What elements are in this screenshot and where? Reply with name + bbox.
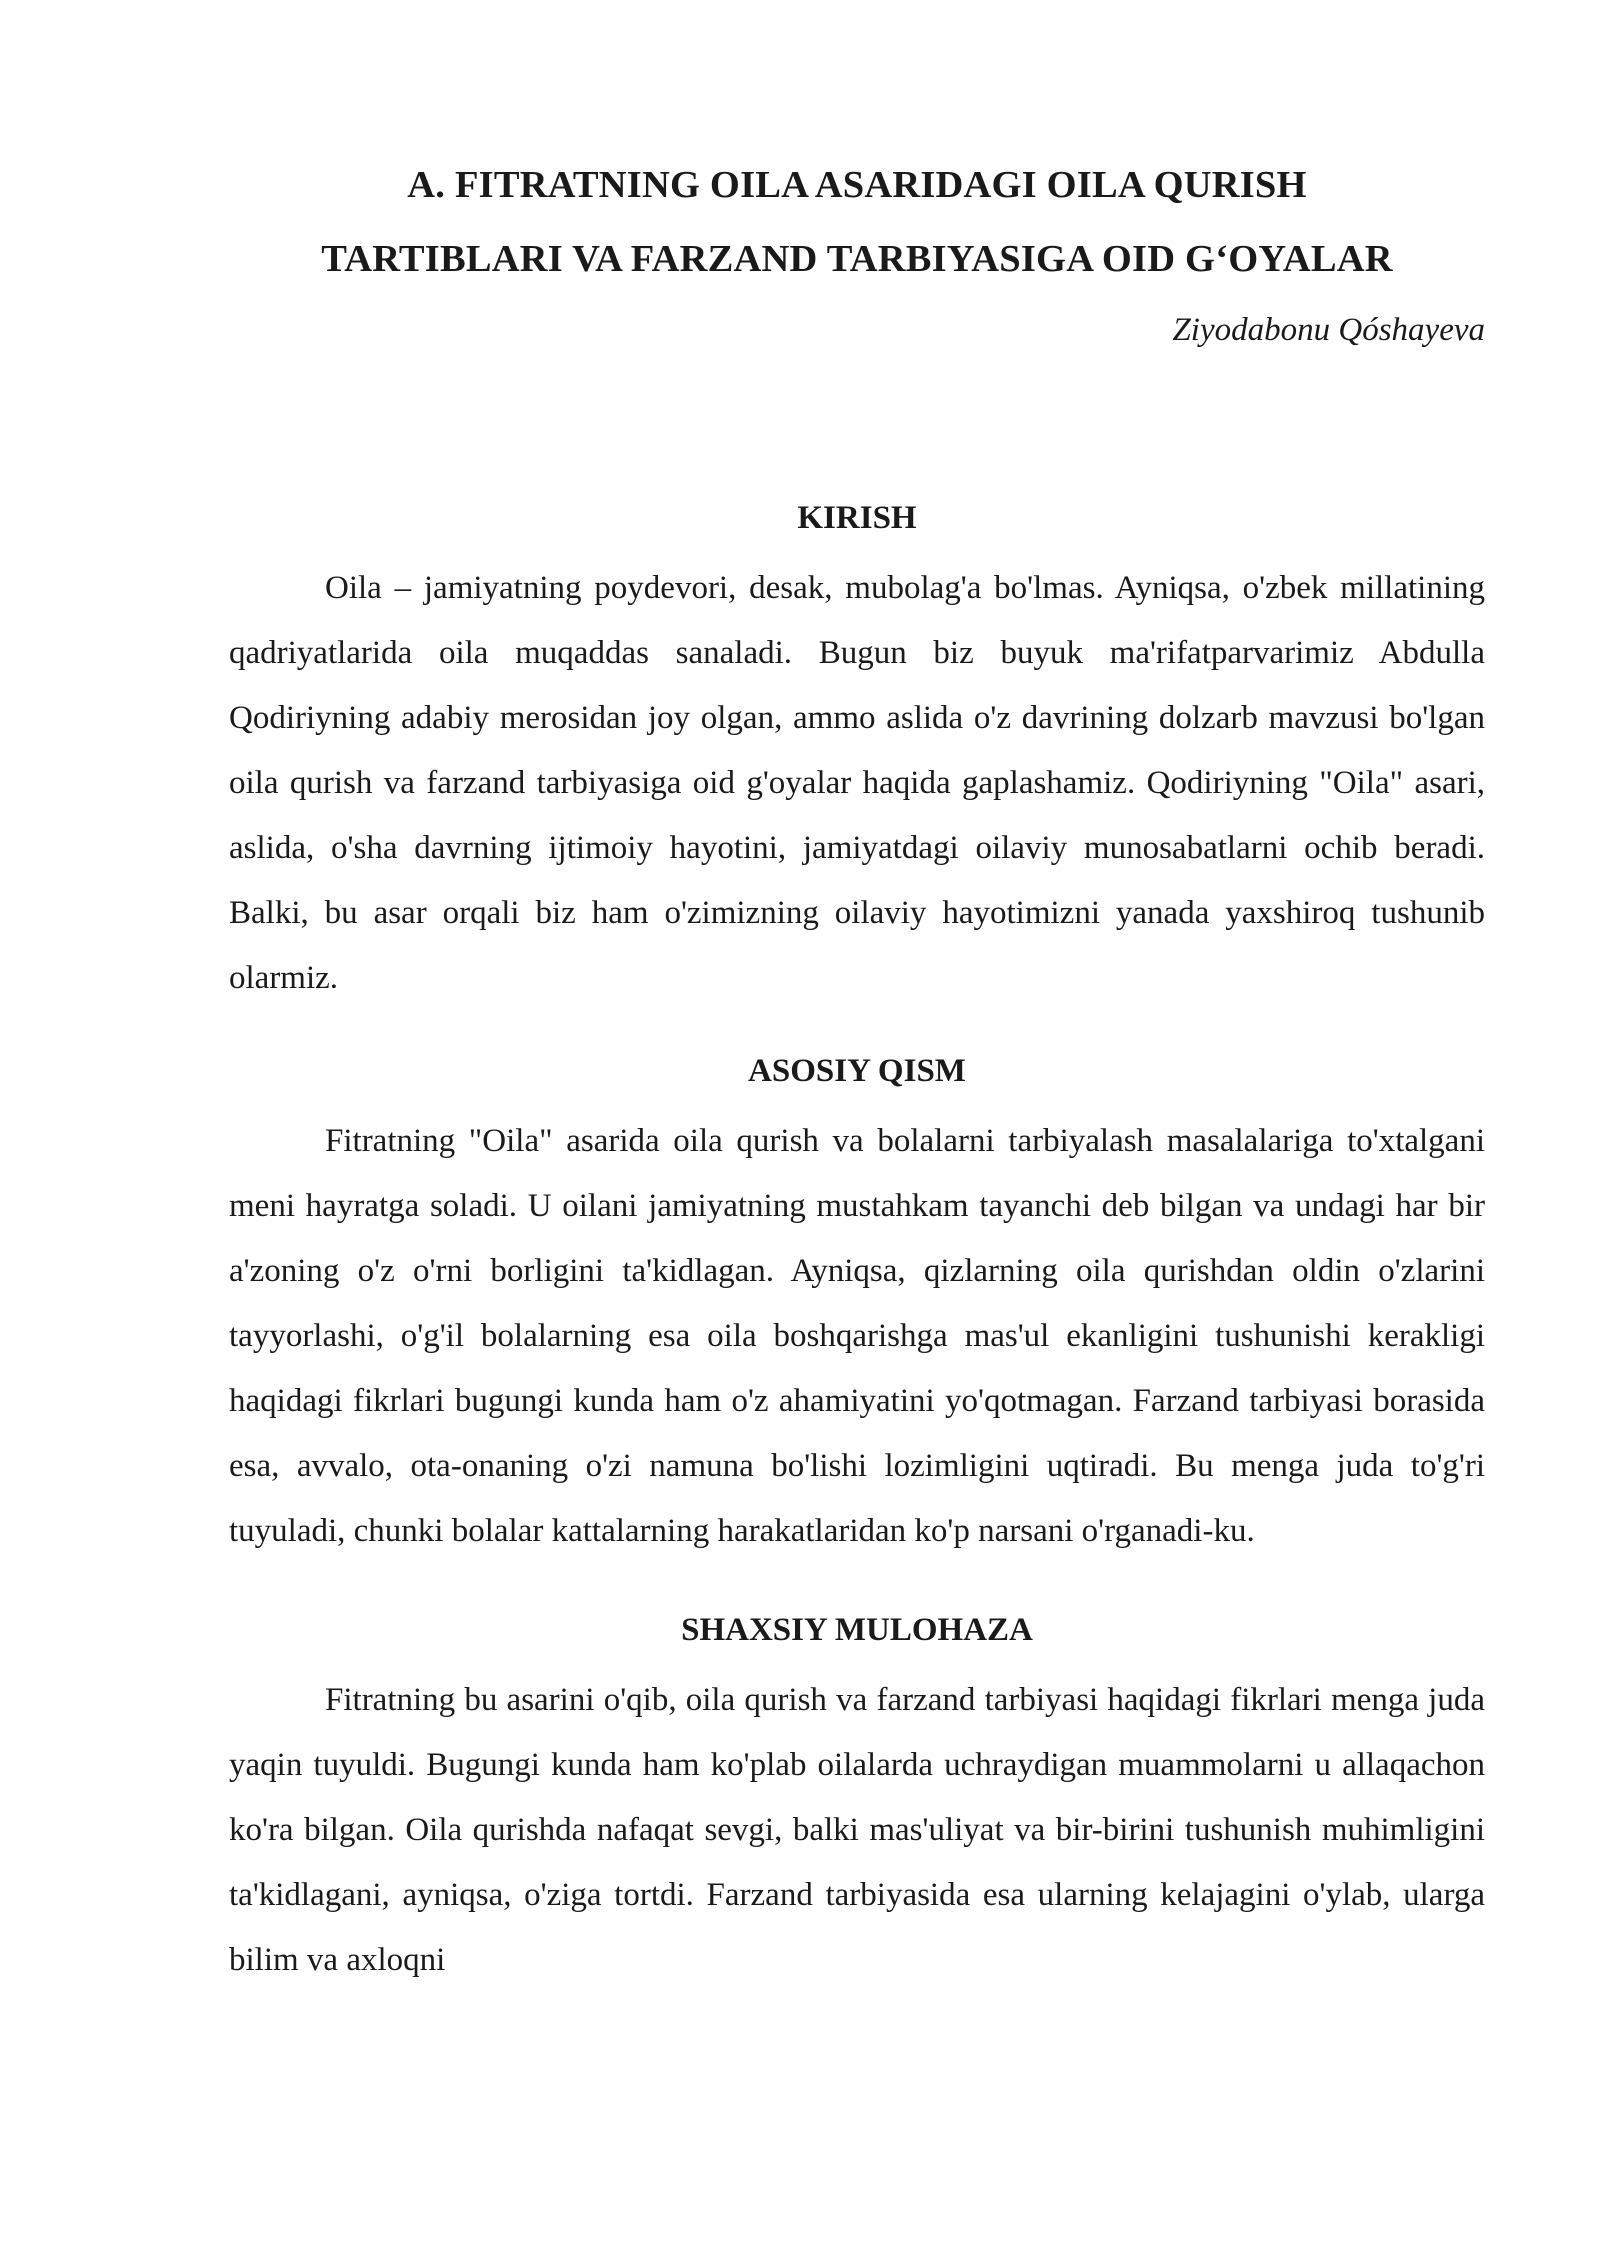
title-line-1: A. FITRATNING OILA ASARIDAGI OILA QURISH — [407, 164, 1307, 206]
section-paragraph-kirish: Oila – jamiyatning poydevori, desak, mubolag'a bo'lmas. Ayniqsa, o'zbek millatining qadriyatlarida oila muqaddas sanaladi. Bugun biz buyuk ma'rifatparvarimiz Abdulla Qodiriyning adabiy merosidan joy olgan, ammo aslida o'z davrining dolzarb mavzusi bo'lgan oila qurish va farzand tarbiyasiga oid g'oyalar haqida gaplashamiz. Qodiriyning "Oila" asari, aslida, o'sha davrning ijtimoiy hayotini, jamiyatdagi oilaviy munosabatlarni ochib beradi. Balki, bu asar orqali biz ham o'zimizning oilaviy hayotimizni yanada yaxshiroq tushunib olarmiz. — [229, 570, 1485, 996]
document-content — [229, 148, 1485, 1993]
title-line-2: TARTIBLARI VA FARZAND TARBIYASIGA OID G‘OYALAR — [321, 238, 1393, 280]
section-paragraph-shaxsiy-mulohaza: Fitratning bu asarini o'qib, oila qurish va farzand tarbiyasi haqidagi fikrlari menga juda yaqin tuyuldi. Bugungi kunda ham ko'plab oilalarda uchraydigan muammolarni u allaqachon ko'ra bilgan. Oila qurishda nafaqat sevgi, balki mas'uliyat va bir-birini tushunish muhimligini ta'kidlagani, ayniqsa, o'ziga tortdi. Farzand tarbiyasida esa ularning kelajagini o'ylab, ularga bilim va axloqni — [229, 1682, 1485, 1978]
section-heading-shaxsiy-mulohaza: SHAXSIY MULOHAZA — [681, 1612, 1033, 1648]
section-heading-kirish: KIRISH — [797, 500, 917, 536]
section-heading-asosiy-qism: ASOSIY QISM — [748, 1053, 966, 1089]
author-name: Ziyodabonu Qóshayeva — [1172, 312, 1485, 348]
document-title — [229, 148, 1485, 296]
section-paragraph-asosiy-qism: Fitratning "Oila" asarida oila qurish va bolalarni tarbiyalash masalalariga to'xtalgani meni hayratga soladi. U oilani jamiyatning mustahkam tayanchi deb bilgan va undagi har bir a'zoning o'z o'rni borligini ta'kidlagan. Ayniqsa, qizlarning oila qurishdan oldin o'zlarini tayyorlashi, o'g'il bolalarning esa oila boshqarishga mas'ul ekanligini tushunishi kerakligi haqidagi fikrlari bugungi kunda ham o'z ahamiyatini yo'qotmagan. Farzand tarbiyasi borasida esa, avvalo, ota-onaning o'zi namuna bo'lishi lozimligini uqtiradi. Bu menga juda to'g'ri tuyuladi, chunki bolalar kattalarning harakatlaridan ko'p narsani o'rganadi-ku. — [229, 1123, 1485, 1549]
